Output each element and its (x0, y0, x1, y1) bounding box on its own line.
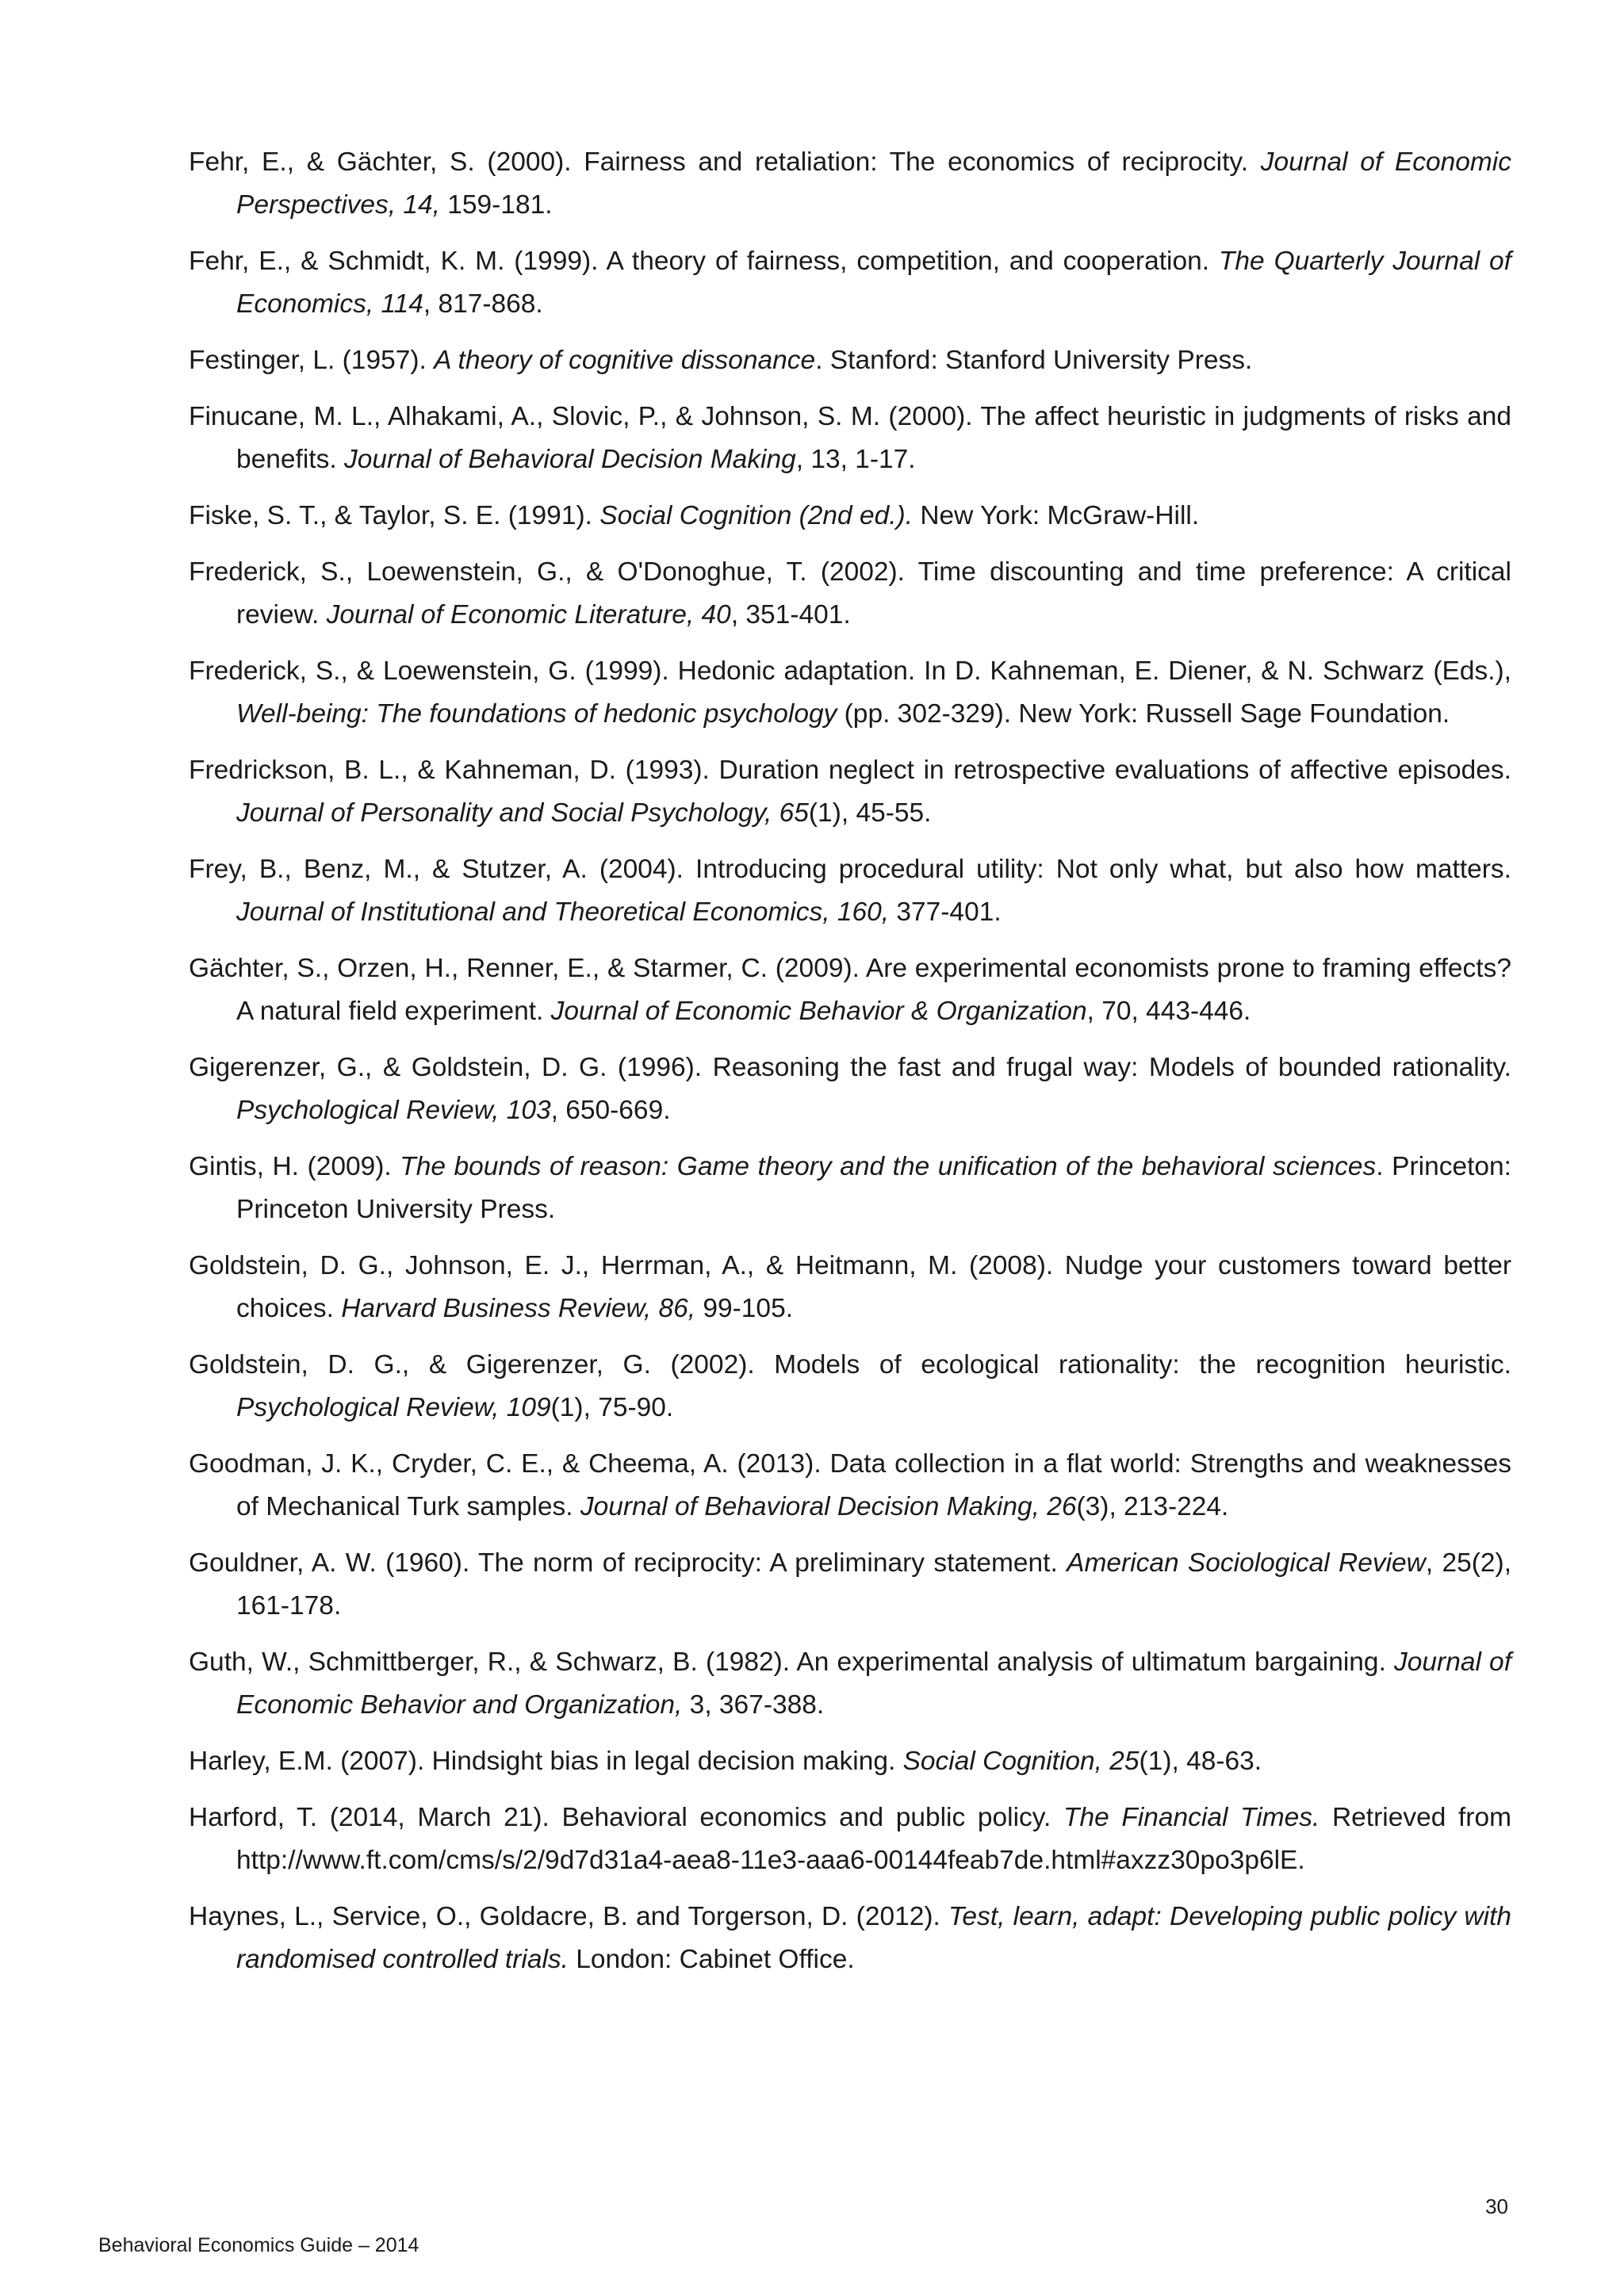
reference-source: American Sociological Review (1067, 1548, 1426, 1578)
reference-text: Finucane, M. L., Alhakami, A., Slovic, P., & Johnson, S. M. (2000). The affect heuristic in judgments of risks and benefits. (189, 402, 1511, 474)
reference-entry (189, 650, 1511, 736)
reference-text: Harford, T. (2014, March 21). Behavioral economics and public policy. (189, 1803, 1064, 1832)
reference-source: Social Cognition, 25 (902, 1747, 1139, 1776)
reference-text: (3), 213-224. (1076, 1492, 1229, 1521)
reference-entry (189, 1896, 1511, 1981)
reference-text: Harley, E.M. (2007). Hindsight bias in legal decision making. (189, 1747, 903, 1776)
reference-entry (189, 1542, 1511, 1628)
reference-text: Gächter, S., Orzen, H., Renner, E., & Starmer, C. (2009). Are experimental economists prone to framing effects? A natural field experiment. (189, 954, 1511, 1026)
reference-text: Goodman, J. K., Cryder, C. E., & Cheema, A. (2013). Data collection in a flat world: Strengths and weaknesses of Mechanical Turk samples. (189, 1449, 1511, 1521)
reference-text: Fredrickson, B. L., & Kahneman, D. (1993). Duration neglect in retrospective evaluations of affective episodes. (189, 756, 1511, 785)
reference-text: . Stanford: Stanford University Press. (815, 346, 1253, 375)
reference-entry (189, 1344, 1511, 1429)
reference-text: 99-105. (695, 1294, 794, 1323)
reference-text: 3, 367-388. (682, 1690, 825, 1720)
reference-list (189, 141, 1511, 1995)
reference-source: Journal of Institutional and Theoretical Economics, 160, (236, 897, 890, 927)
reference-source: Journal of Economic Perspectives, 14, (236, 147, 1511, 220)
reference-entry (189, 396, 1511, 481)
reference-text: , 351-401. (730, 600, 851, 629)
reference-text: Gintis, H. (2009). (189, 1152, 400, 1181)
reference-source: Harvard Business Review, 86, (341, 1294, 696, 1323)
reference-text: Goldstein, D. G., & Gigerenzer, G. (2002). Models of ecological rationality: the recognition heuristic. (189, 1350, 1511, 1380)
reference-source: Test, learn, adapt: Developing public policy with randomised controlled trials. (236, 1902, 1512, 1974)
page-number: 30 (1485, 2195, 1508, 2218)
reference-source: Social Cognition (2nd ed.). (599, 501, 914, 530)
reference-text: Frederick, S., & Loewenstein, G. (1999). Hedonic adaptation. In D. Kahneman, E. Diener, & N. Schwarz (Eds.), (189, 656, 1511, 686)
reference-source: Journal of Behavioral Decision Making, 26 (580, 1492, 1077, 1521)
reference-entry (189, 1797, 1511, 1882)
reference-text: Frederick, S., Loewenstein, G., & O'Donoghue, T. (2002). Time discounting and time preference: A critical review. (189, 557, 1511, 629)
reference-text: . Princeton: Princeton University Press. (236, 1152, 1511, 1224)
reference-source: A theory of cognitive dissonance (434, 346, 816, 375)
reference-entry (189, 141, 1511, 227)
reference-text: Goldstein, D. G., Johnson, E. J., Herrman, A., & Heitmann, M. (2008). Nudge your customers toward better choices. (189, 1251, 1511, 1323)
reference-text: Gouldner, A. W. (1960). The norm of reciprocity: A preliminary statement. (189, 1548, 1067, 1578)
reference-source: Journal of Economic Behavior and Organization, (236, 1647, 1511, 1720)
reference-text: , 817-868. (423, 289, 543, 319)
reference-entry (189, 749, 1511, 835)
reference-entry (189, 551, 1511, 637)
reference-text: Haynes, L., Service, O., Goldacre, B. and Torgerson, D. (2012). (189, 1902, 949, 1931)
reference-text: , 25(2), 161-178. (236, 1548, 1512, 1621)
reference-text: Retrieved from http://www.ft.com/cms/s/2/9d7d31a4-aea8-11e3-aaa6-00144feab7de.html#axzz30po3p6lE. (236, 1803, 1511, 1875)
reference-text: (1), 45-55. (808, 798, 932, 828)
reference-text: (1), 75-90. (550, 1393, 674, 1422)
reference-entry (189, 1740, 1511, 1783)
reference-entry (189, 1245, 1511, 1330)
reference-entry (189, 339, 1511, 382)
reference-text: Fehr, E., & Schmidt, K. M. (1999). A theory of fairness, competition, and cooperation. (189, 247, 1219, 276)
reference-source: Psychological Review, 109 (236, 1393, 551, 1422)
reference-text: , 13, 1-17. (795, 445, 916, 474)
reference-entry (189, 1146, 1511, 1231)
reference-source: The bounds of reason: Game theory and the unification of the behavioral sciences (400, 1152, 1377, 1181)
reference-source: Journal of Economic Behavior & Organization (550, 997, 1087, 1026)
reference-source: Journal of Behavioral Decision Making (343, 445, 796, 474)
reference-entry (189, 1443, 1511, 1529)
reference-text: 377-401. (889, 897, 1002, 927)
reference-text: Frey, B., Benz, M., & Stutzer, A. (2004). Introducing procedural utility: Not only what, but also how matters. (189, 855, 1511, 884)
reference-text: , 70, 443-446. (1086, 997, 1251, 1026)
reference-text: Fehr, E., & Gächter, S. (2000). Fairness and retaliation: The economics of reciprocity. (189, 147, 1261, 177)
reference-entry (189, 947, 1511, 1033)
reference-entry (189, 495, 1511, 538)
reference-text: Fiske, S. T., & Taylor, S. E. (1991). (189, 501, 600, 530)
reference-entry (189, 848, 1511, 934)
footer-title: Behavioral Economics Guide – 2014 (98, 2234, 419, 2256)
reference-entry (189, 1641, 1511, 1727)
reference-text: (pp. 302-329). New York: Russell Sage Foundation. (837, 699, 1450, 729)
reference-text: London: Cabinet Office. (568, 1945, 855, 1974)
reference-entry (189, 240, 1511, 326)
reference-text: , 650-669. (550, 1096, 671, 1125)
reference-text: Festinger, L. (1957). (189, 346, 435, 375)
reference-text: (1), 48-63. (1139, 1747, 1262, 1776)
reference-text: 159-181. (439, 190, 553, 220)
reference-text: New York: McGraw-Hill. (913, 501, 1200, 530)
reference-source: Journal of Personality and Social Psychology, 65 (236, 798, 809, 828)
reference-source: Well-being: The foundations of hedonic psychology (236, 699, 837, 729)
reference-source: Psychological Review, 103 (236, 1096, 551, 1125)
reference-source: The Quarterly Journal of Economics, 114 (236, 247, 1511, 319)
reference-text: Gigerenzer, G., & Goldstein, D. G. (1996). Reasoning the fast and frugal way: Models of bounded rationality. (189, 1053, 1511, 1082)
reference-source: Journal of Economic Literature, 40 (326, 600, 731, 629)
reference-entry (189, 1047, 1511, 1132)
reference-text: Guth, W., Schmittberger, R., & Schwarz, B. (1982). An experimental analysis of ultimatum bargaining. (189, 1647, 1395, 1677)
reference-source: The Financial Times. (1063, 1803, 1320, 1832)
